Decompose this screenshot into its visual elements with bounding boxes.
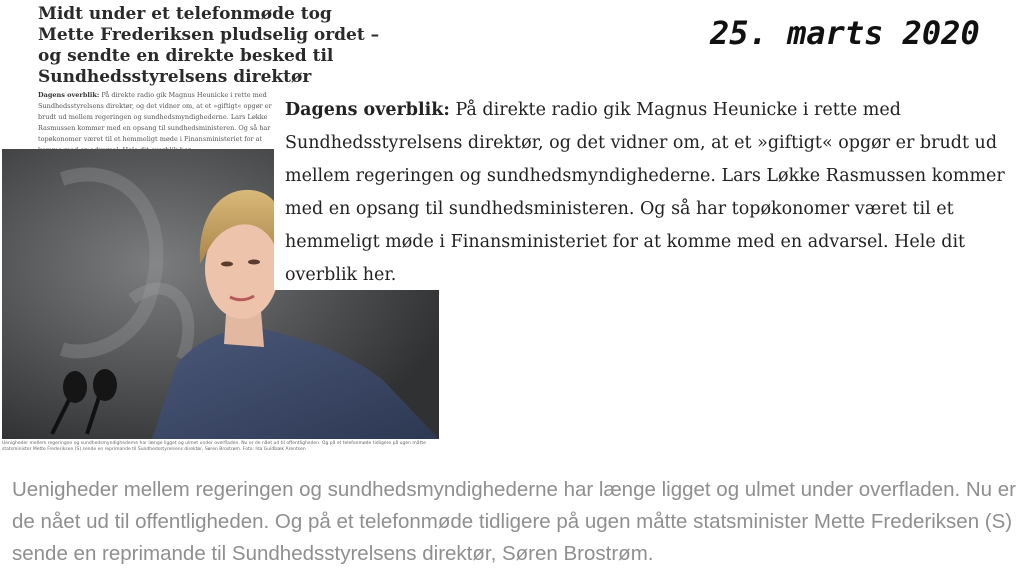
intro-small-text: På direkte radio gik Magnus Heunicke i rette med Sundhedsstyrelsens direktør, og det vidner om, at et »giftigt« opgør er brudt ud mellem regeringen og sundhedsmyndighederne. Lars Løkke Rasmussen kommer med en opsang til sundhedsministeren. Og så har topøkonomer været til et hemmeligt møde i Finansministeriet for at: [38, 91, 272, 143]
overlay-label: Dagens overblik:: [285, 100, 450, 120]
article-intro-small: [38, 90, 274, 143]
overview-overlay-text: [285, 94, 1020, 292]
date-stamp: 25. marts 2020: [710, 14, 980, 52]
article-headline: Midt under et telefonmøde tog Mette Frederiksen pludselig ordet – og sendte en direkte besked til Sundhedsstyrelsens direktør: [38, 4, 380, 87]
photo-caption: Uenigheder mellem regeringen og sundhedsmyndighederne har længe ligget og ulmet under overfladen. Nu er de nået ud til offentligheden. Og på et telefonmøde tidligere på ugen måtte statsminister Mette Frederiksen (S) sende en reprimande til Sundhedsstyrelsens direktør, Søren Brostrøm. Foto: Ida Guldbæk Arentsen: [2, 441, 426, 452]
intro-small-label: Dagens overblik:: [38, 91, 100, 99]
bottom-caption: Uenigheder mellem regeringen og sundhedsmyndighederne har længe ligget og ulmet under overfladen. Nu er de nået ud til offentligheden. Og på et telefonmøde tidligere på ugen måtte statsminister Mette Frederiksen (S) sende en reprimande til Sundhedsstyrelsens direktør, Søren Brostrøm.: [12, 478, 1016, 565]
overlay-body: På direkte radio gik Magnus Heunicke i rette med Sundhedsstyrelsens direktør, og det vidner om, at et »giftigt« opgør er brudt ud mellem regeringen og sundhedsmyndighederne. Lars Løkke Rasmussen kommer med en opsang til sundhedsministeren. Og så har topøkonomer været til et hemmeligt møde i Finansministeriet for at komme med en advarsel. Hele dit overblik her.: [285, 100, 1005, 285]
